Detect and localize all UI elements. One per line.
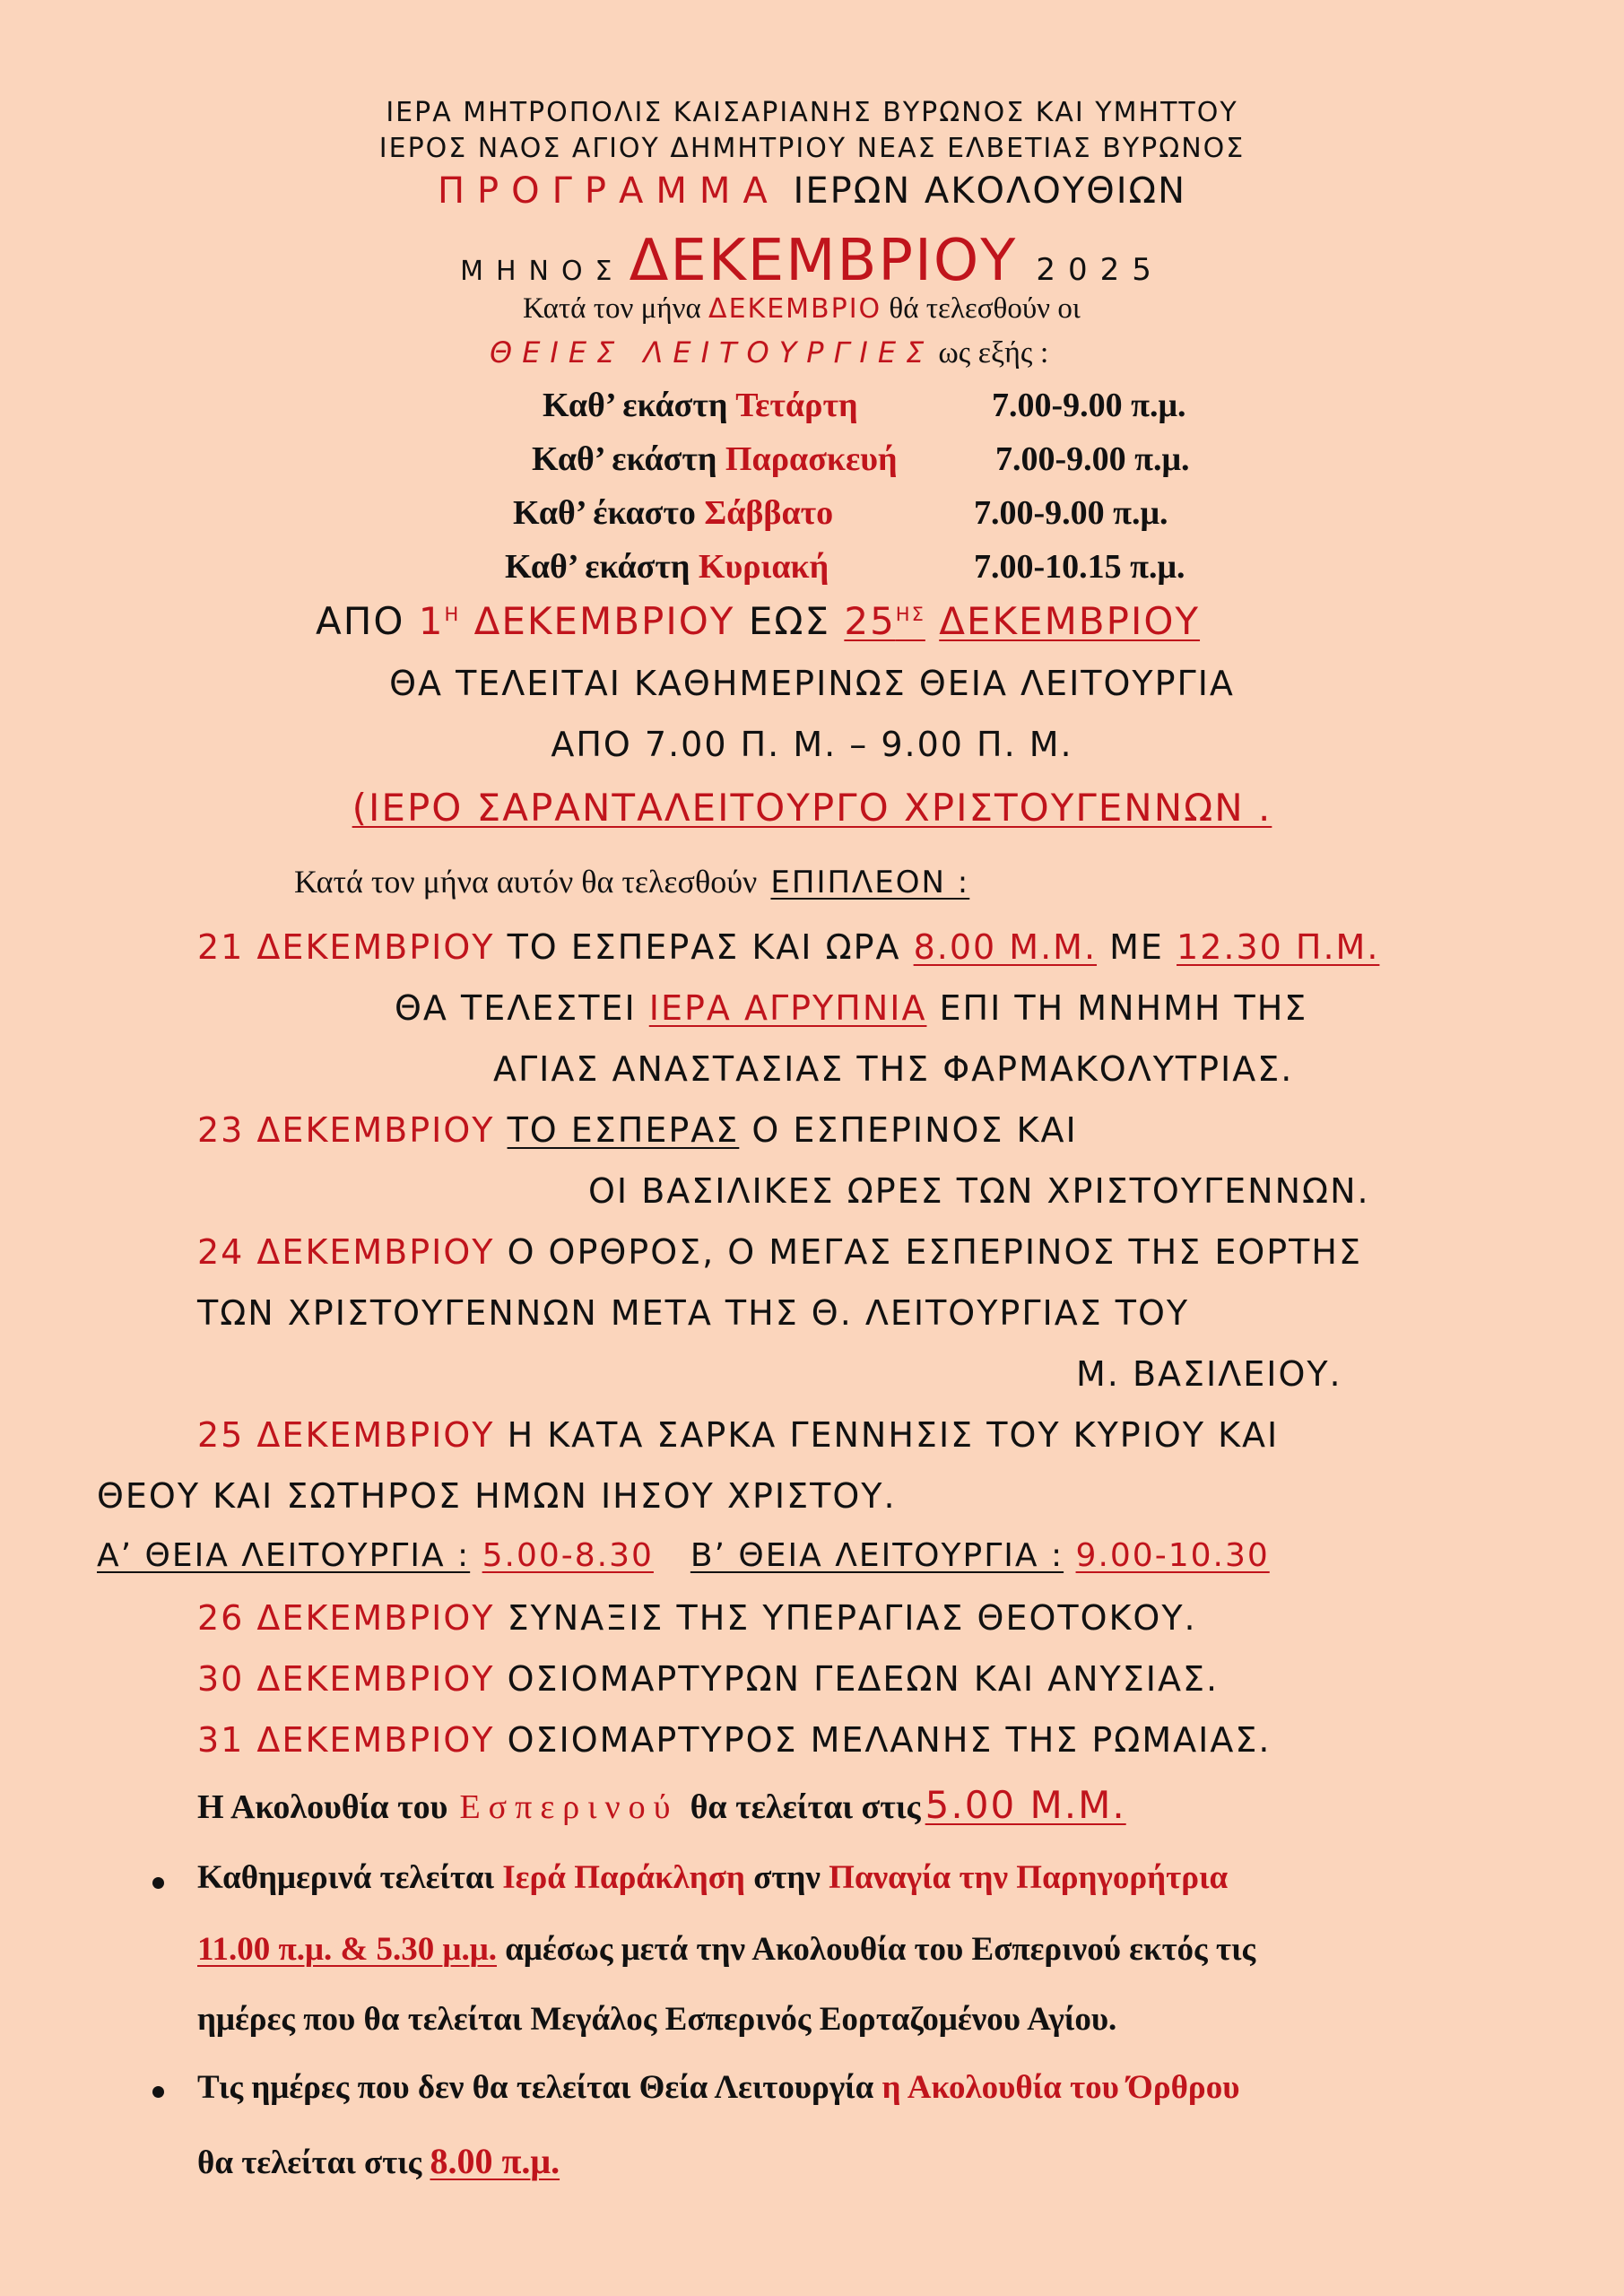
- event-21: 21 ΔΕΚΕΜΒΡΙΟΥ ΤΟ ΕΣΠΕΡΑΣ ΚΑΙ ΩΡΑ 8.00 Μ.Μ. ΜΕ 12.30 Π.Μ.: [197, 927, 1380, 967]
- header-metropolis: ΙΕΡΑ ΜΗΤΡΟΠΟΛΙΣ ΚΑΙΣΑΡΙΑΝΗΣ ΒΥΡΩΝΟΣ ΚΑΙ ΥΜΗΤΤΟΥ: [386, 97, 1238, 128]
- bullet-1-line2: 11.00 π.μ. & 5.30 μ.μ. αμέσως μετά την Ακολουθία του Εσπερινού εκτός τις: [197, 1931, 1256, 1968]
- intro-line: Κατά τον μήνα ΔΕΚΕΜΒΡΙΟ θά τελεσθούν οι: [523, 292, 1081, 325]
- header-title: ΠΡΟΓΡΑΜΜΑ ΙΕΡΩΝ ΑΚΟΛΟΥΘΙΩΝ: [437, 170, 1187, 212]
- event-23: 23 ΔΕΚΕΜΒΡΙΟΥ ΤΟ ΕΣΠΕΡΑΣ Ο ΕΣΠΕΡΙΝΟΣ ΚΑΙ: [197, 1110, 1078, 1150]
- event-25-line2: ΘΕΟΥ ΚΑΙ ΣΩΤΗΡΟΣ ΗΜΩΝ ΙΗΣΟΥ ΧΡΙΣΤΟΥ.: [97, 1476, 897, 1516]
- vespers-line: Η Ακολουθία του Εσπερινού θα τελείται στις 5.00 Μ.Μ.: [197, 1783, 1126, 1827]
- header-month: ΜΗΝΟΣ ΔΕΚΕΜΒΡΙΟΥ 2025: [460, 228, 1164, 294]
- schedule-row-saturday: Καθ’ έκαστο Σάββατο: [513, 494, 834, 532]
- event-26: 26 ΔΕΚΕΜΒΡΙΟΥ ΣΥΝΑΞΙΣ ΤΗΣ ΥΠΕΡΑΓΙΑΣ ΘΕΟΤΟΚΟΥ.: [197, 1598, 1197, 1638]
- extra-intro: Κατά τον μήνα αυτόν θα τελεσθούν ΕΠΙΠΛΕΟΝ :: [294, 864, 970, 900]
- schedule-row-sunday: Καθ’ εκάστη Κυριακή: [505, 548, 829, 586]
- bullet-1-line1: Καθημερινά τελείται Ιερά Παράκληση στην Παναγία την Παρηγορήτρια: [197, 1859, 1229, 1896]
- schedule-time-saturday: 7.00-9.00 π.μ.: [974, 494, 1168, 532]
- daily-line3: ΑΠΟ 7.00 Π. Μ. – 9.00 Π. Μ.: [551, 725, 1073, 764]
- header-church: ΙΕΡΟΣ ΝΑΟΣ ΑΓΙΟΥ ΔΗΜΗΤΡΙΟΥ ΝΕΑΣ ΕΛΒΕΤΙΑΣ ΒΥΡΩΝΟΣ: [378, 133, 1246, 164]
- bullet-dot-1: [152, 1877, 164, 1889]
- schedule-row-wednesday: Καθ’ εκάστη Τετάρτη: [543, 387, 858, 424]
- event-25-liturgies: Α’ ΘΕΙΑ ΛΕΙΤΟΥΡΓΙΑ : 5.00-8.30 Β’ ΘΕΙΑ ΛΕΙΤΟΥΡΓΙΑ : 9.00-10.30: [97, 1537, 1270, 1574]
- bullet-2-line2: θα τελείται στις 8.00 π.μ.: [197, 2141, 560, 2181]
- bullet-2-line1: Τις ημέρες που δεν θα τελείται Θεία Λειτουργία η Ακολουθία του Όρθρου: [197, 2069, 1240, 2106]
- event-31: 31 ΔΕΚΕΜΒΡΙΟΥ ΟΣΙΟΜΑΡΤΥΡΟΣ ΜΕΛΑΝΗΣ ΤΗΣ ΡΩΜΑΙΑΣ.: [197, 1720, 1272, 1760]
- event-24-line3: Μ. ΒΑΣΙΛΕΙΟΥ.: [1076, 1354, 1342, 1394]
- event-30: 30 ΔΕΚΕΜΒΡΙΟΥ ΟΣΙΟΜΑΡΤΥΡΩΝ ΓΕΔΕΩΝ ΚΑΙ ΑΝΥΣΙΑΣ.: [197, 1659, 1220, 1699]
- event-23-line2: ΟΙ ΒΑΣΙΛΙΚΕΣ ΩΡΕΣ ΤΩΝ ΧΡΙΣΤΟΥΓΕΝΝΩΝ.: [588, 1171, 1370, 1211]
- schedule-row-friday: Καθ’ εκάστη Παρασκευή: [532, 440, 898, 478]
- event-25: 25 ΔΕΚΕΜΒΡΙΟΥ Η ΚΑΤΑ ΣΑΡΚΑ ΓΕΝΝΗΣΙΣ ΤΟΥ ΚΥΡΙΟΥ ΚΑΙ: [197, 1415, 1280, 1455]
- daily-line2: ΘΑ ΤΕΛΕΙΤΑΙ ΚΑΘΗΜΕΡΙΝΩΣ ΘΕΙΑ ΛΕΙΤΟΥΡΓΙΑ: [389, 664, 1235, 703]
- schedule-time-friday: 7.00-9.00 π.μ.: [995, 440, 1190, 478]
- intro-liturgies: ΘΕΙΕΣ ΛΕΙΤΟΥΡΓΙΕΣ ως εξής :: [490, 335, 1049, 370]
- event-24: 24 ΔΕΚΕΜΒΡΙΟΥ Ο ΟΡΘΡΟΣ, Ο ΜΕΓΑΣ ΕΣΠΕΡΙΝΟΣ ΤΗΣ ΕΟΡΤΗΣ: [197, 1232, 1362, 1272]
- daily-line4: (ΙΕΡΟ ΣΑΡΑΝΤΑΛΕΙΤΟΥΡΓΟ ΧΡΙΣΤΟΥΓΕΝΝΩΝ .: [352, 786, 1272, 830]
- event-21-line3: ΑΓΙΑΣ ΑΝΑΣΤΑΣΙΑΣ ΤΗΣ ΦΑΡΜΑΚΟΛΥΤΡΙΑΣ.: [493, 1049, 1294, 1089]
- bullet-1-line3: ημέρες που θα τελείται Μεγάλος Εσπερινός Εορταζομένου Αγίου.: [197, 2001, 1117, 2038]
- bullet-dot-2: [152, 2086, 164, 2098]
- event-21-line2: ΘΑ ΤΕΛΕΣΤΕΙ ΙΕΡΑ ΑΓΡΥΠΝΙΑ ΕΠΙ ΤΗ ΜΝΗΜΗ ΤΗΣ: [395, 988, 1308, 1028]
- schedule-time-wednesday: 7.00-9.00 π.μ.: [992, 387, 1186, 424]
- daily-range: ΑΠΟ $1^H$ ΔΕΚΕΜΒΡΙΟΥ ΕΩΣ $25^{H\Sigma}$ ΔΕΚΕΜΒΡΙΟΥ: [316, 599, 1201, 643]
- event-24-line2: ΤΩΝ ΧΡΙΣΤΟΥΓΕΝΝΩΝ ΜΕΤΑ ΤΗΣ Θ. ΛΕΙΤΟΥΡΓΙΑΣ ΤΟΥ: [197, 1293, 1190, 1333]
- schedule-time-sunday: 7.00-10.15 π.μ.: [974, 548, 1185, 586]
